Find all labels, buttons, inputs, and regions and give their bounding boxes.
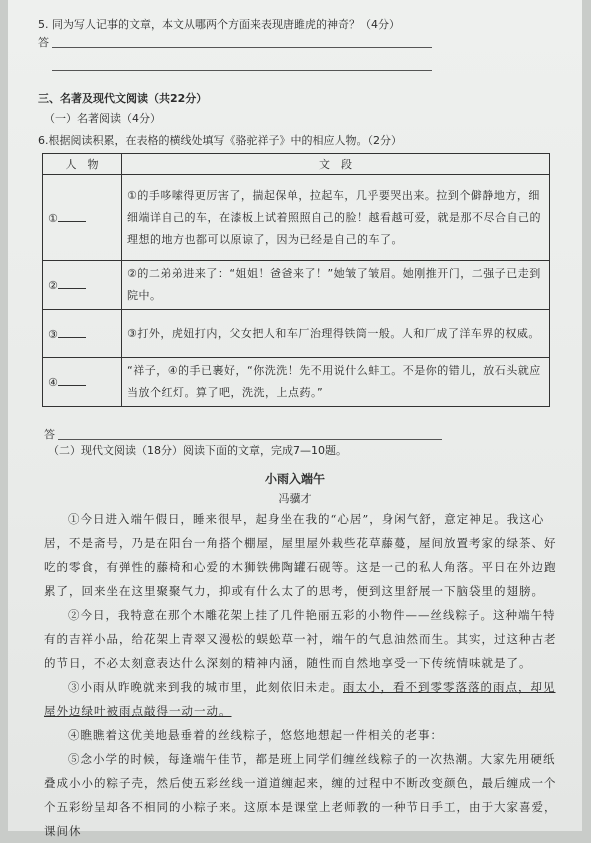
part-1-heading: （一）名著阅读（4分） <box>44 112 161 125</box>
paragraph-3-sentence-1: ③小雨从昨晚就来到我的城市里，此刻依旧未走。 <box>68 680 343 694</box>
exam-page <box>8 0 582 838</box>
table-row-2-text: ②的二弟弟进来了：“姐姐！爸爸来了！”她皱了皱眉。她刚推开门，二强子已走到院中。 <box>122 261 550 310</box>
article-body <box>44 507 564 843</box>
article-title: 小雨入端午 <box>264 472 325 486</box>
question-5: 5. 同为写人记事的文章，本文从哪两个方面来表现唐雎虎的神奇？（4分） <box>38 18 400 31</box>
table-row-1-label[interactable]: ① <box>43 175 122 261</box>
paragraph-3-underlined: 雨太小，看不到零零落落的雨点，却见屋外边绿叶被雨点敲得一动一动。 <box>44 680 556 718</box>
paragraph-5: ⑤念小学的时候，每逢端午佳节，都是班上同学们缠丝线粽子的一次热潮。大家先用硬纸叠成小小的粽子壳，然后使五彩丝线一道道缠起来，缠的过程中不断改变颜色，最后缠成一个个五彩纷呈却各不相同的小粽子来。这原本是课堂上老师教的一种节日手工，由于大家喜爱，课间休 <box>44 752 557 838</box>
table-row-3-text: ③打外，虎妞打内，父女把人和车厂治理得铁筒一般。人和厂成了洋车界的权威。 <box>122 310 550 358</box>
paragraph-4: ④瞧瞧着这优美地悬垂着的丝线粽子，悠悠地想起一件相关的老事： <box>68 728 443 742</box>
question-6: 6.根据阅读积累，在表格的横线处填写《骆驼祥子》中的相应人物。（2分） <box>38 134 402 147</box>
answer-label-5: 答 <box>38 36 49 49</box>
paragraph-3 <box>44 675 564 723</box>
part-2-heading: （二）现代文阅读（18分）阅读下面的文章，完成7—10题。 <box>48 444 347 457</box>
answer-line-2[interactable] <box>52 70 432 71</box>
paragraph-2: ②今日，我特意在那个木雕花架上挂了几件艳丽五彩的小物件——丝线粽子。这种端午特有的吉祥小品，给花架上青翠又漫松的蜈蚣草一衬，端午的气息油然而生。其实，过这种古老的节日，不必太刻意表达什么深刻的精神内涵，随性而自然地享受一下传统情味就是了。 <box>44 608 557 670</box>
table-row-1-text: ①的手哆嗦得更厉害了，揣起保单，拉起车，几乎要哭出来。拉到个僻静地方，细细端详自己的车，在漆板上试着照照自己的脸！越看越可爱，就是那不尽合自己的理想的地方也都可以原谅了，因为已经是自己的车了。 <box>122 175 550 261</box>
table-row-4-label[interactable]: ④ <box>43 358 122 407</box>
table-row-2-label[interactable]: ② <box>43 261 122 310</box>
table-row-4-text: “祥子，④的手已裹好，“你洗洗！先不用说什么蚌工。不是你的错儿，放石头就应当放个红灯。算了吧，洗洗，上点药。” <box>122 358 550 407</box>
paragraph-1: ①今日进入端午假日，睡来很早，起身坐在我的“心居”，身闲气舒，意定神足。我这心居，不是斋号，乃是在阳台一角搭个棚屋，屋里屋外栽些花草藤蔓，屋间放置考家的绿茶、好吃的零食，有弹性的藤椅和心爱的木狮铁佛陶罐石砚等。这是一己的私人角落。平日在外边跑累了，回来坐在这里聚聚气力，抑或有什么太了的思考，便到这里舒展一下脑袋里的翅膀。 <box>44 512 557 598</box>
answer-line-3[interactable] <box>58 439 442 440</box>
answer-line-1[interactable] <box>52 47 432 48</box>
table-header-passage: 文 段 <box>122 154 550 175</box>
table-header-character: 人 物 <box>43 154 122 175</box>
character-table <box>42 153 550 407</box>
table-row-3-label[interactable]: ③ <box>43 310 122 358</box>
article-author: 冯骥才 <box>278 492 312 505</box>
section-3-heading: 三、名著及现代文阅读（共22分） <box>38 92 208 105</box>
answer-label-6: 答 <box>44 428 55 441</box>
